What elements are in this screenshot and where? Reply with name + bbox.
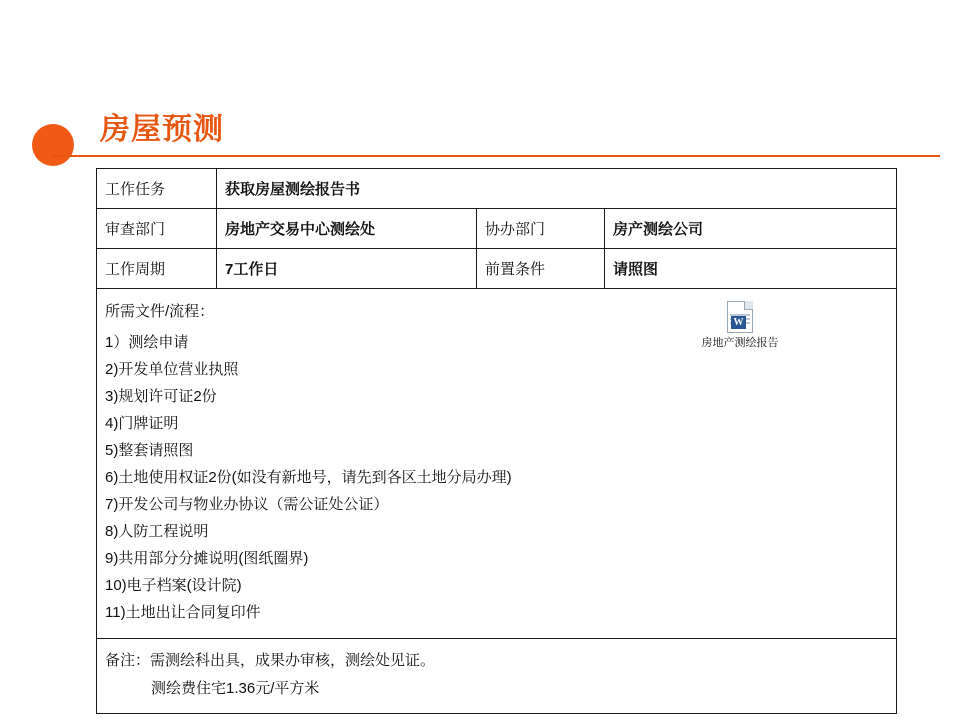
word-document-icon: [727, 301, 753, 333]
list-item: 11)土地出让合同复印件: [105, 604, 261, 621]
row-value-task: 获取房屋测绘报告书: [217, 169, 897, 209]
list-item: 3)规划许可证2份: [105, 388, 217, 405]
list-item: 5)整套请照图: [105, 442, 194, 459]
row-label-task: 工作任务: [97, 169, 217, 209]
row-label-assist-dept: 协办部门: [477, 209, 605, 249]
title-bullet-icon: [32, 124, 74, 166]
task-info-table: [96, 168, 897, 714]
list-item: 4)门牌证明: [105, 415, 179, 432]
list-item: 9)共用部分分摊说明(图纸圈界): [105, 550, 309, 567]
page-title: 房屋预测: [100, 113, 224, 146]
attachment-label: 房地产测绘报告: [701, 337, 779, 349]
title-divider: [52, 155, 940, 157]
list-item: 1）测绘申请: [105, 334, 189, 351]
row-label-precondition: 前置条件: [477, 249, 605, 289]
list-item: 10)电子档案(设计院): [105, 577, 242, 594]
word-icon-letter: W: [731, 316, 746, 329]
table-row: [97, 209, 897, 249]
documents-cell: [97, 289, 897, 639]
row-value-review-dept: 房地产交易中心测绘处: [217, 209, 477, 249]
table-row-remarks: [97, 639, 897, 714]
documents-list: [105, 329, 888, 626]
row-value-assist-dept: 房产测绘公司: [605, 209, 897, 249]
remarks-line-2: 测绘费住宅1.36元/平方米: [151, 680, 320, 697]
attachment-item[interactable]: [680, 301, 800, 350]
list-item: 7)开发公司与物业办协议（需公证处公证）: [105, 496, 389, 513]
list-item: 2)开发单位营业执照: [105, 361, 239, 378]
table-row-documents: [97, 289, 897, 639]
row-value-cycle: 7工作日: [217, 249, 477, 289]
remarks-line-1: 备注：需测绘科出具，成果办审核，测绘处见证。: [105, 652, 436, 669]
row-label-cycle: 工作周期: [97, 249, 217, 289]
page-fold: [744, 301, 753, 310]
table-row: [97, 249, 897, 289]
list-item: 6)土地使用权证2份(如没有新地号，请先到各区土地分局办理): [105, 469, 512, 486]
slide-title-area: [0, 100, 960, 160]
list-item: 8)人防工程说明: [105, 523, 209, 540]
documents-heading: 所需文件/流程：: [105, 303, 215, 320]
row-value-precondition: 请照图: [605, 249, 897, 289]
table-row: [97, 169, 897, 209]
remarks-cell: [97, 639, 897, 714]
row-label-review-dept: 审查部门: [97, 209, 217, 249]
